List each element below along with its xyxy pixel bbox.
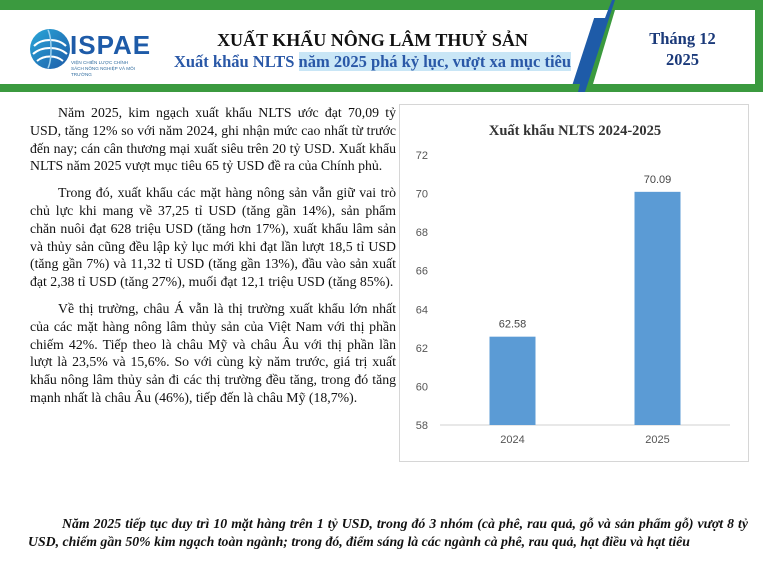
body-text bbox=[30, 104, 396, 416]
report-header bbox=[0, 0, 763, 92]
chart-svg bbox=[400, 105, 750, 463]
y-tick-label: 72 bbox=[415, 150, 428, 162]
x-tick-label: 2024 bbox=[500, 434, 525, 446]
bar-2024 bbox=[490, 337, 536, 425]
export-chart bbox=[399, 104, 749, 462]
page-subtitle bbox=[150, 52, 595, 72]
y-tick-label: 68 bbox=[415, 227, 428, 240]
bar-value-label: 62.58 bbox=[498, 318, 527, 331]
logo-text: ISPAE bbox=[70, 30, 152, 60]
report-month: Tháng 12 bbox=[649, 29, 716, 48]
x-tick-label: 2025 bbox=[645, 434, 670, 446]
logo-subtitle: VIỆN CHIẾN LƯỢC CHÍNH SÁCH NÔNG NGHIỆP VÀ MÔI TRƯỜNG bbox=[71, 60, 135, 77]
bar-2025 bbox=[635, 192, 681, 425]
y-tick-label: 60 bbox=[415, 381, 428, 394]
paragraph-1: Năm 2025, kim ngạch xuất khẩu NLTS ước đạt 70,09 tỷ USD, tăng 12% so với năm 2024, ghi nhận mức cao nhất từ trước đến nay; cán cân thương mại xuất siêu trên 20 tỷ USD. Xuất khẩu NLTS năm 2025 vượt mục tiêu 65 tỷ USD đề ra của Chính phủ. bbox=[30, 105, 396, 174]
y-tick-label: 70 bbox=[415, 188, 428, 201]
y-tick-label: 64 bbox=[415, 304, 428, 317]
report-year: 2025 bbox=[666, 50, 699, 69]
globe-icon bbox=[28, 24, 72, 74]
y-tick-label: 58 bbox=[415, 420, 428, 432]
paragraph-2: Trong đó, xuất khẩu các mặt hàng nông sản vẫn giữ vai trò chủ lực khi mang về 37,25 tỉ USD (tăng gần 14%), sản phẩm chăn nuôi đạt 628 triệu USD (tăng hơn 17%), xuất khẩu lâm sản và thủy sản cũng đều lập kỷ lục mới khi đạt lần lượt 18,5 tỉ USD (tăng gần 7%) và 11,32 tỉ USD (tăng gần 13%), đầu vào sản xuất đạt 2,38 tỉ USD (tăng 27%), muối đạt 12,1 triệu USD (tăng 85%). bbox=[30, 185, 396, 290]
highlight-note: Năm 2025 tiếp tục duy trì 10 mặt hàng trên 1 tỷ USD, trong đó 3 nhóm (cà phê, rau quả, gỗ và sản phẩm gỗ) vượt 8 tỷ USD, chiếm gần 50% kim ngạch toàn ngành; trong đó, điểm sáng là các ngành cà phê, rau quả, hạt điều và hạt tiêu bbox=[28, 516, 748, 549]
bar-value-label: 70.09 bbox=[643, 173, 672, 186]
subtitle-prefix: Xuất khẩu NLTS bbox=[173, 52, 299, 71]
report-date bbox=[620, 28, 745, 70]
page-title: XUẤT KHẨU NÔNG LÂM THUỶ SẢN bbox=[217, 30, 528, 50]
paragraph-3: Về thị trường, châu Á vẫn là thị trường xuất khẩu lớn nhất của các mặt hàng nông lâm thủy sản của Việt Nam với thị phần chiếm 42%. Tiếp theo là châu Mỹ và châu Âu với thị phần lần lượt là 23,5% và 15,6%. So với cùng kỳ năm trước, giá trị xuất khẩu nông lâm thủy sản đi các thị trường đều tăng, trong đó tăng mạnh nhất là châu Âu (46%), tiếp đến là châu Mỹ (18,7%). bbox=[30, 300, 396, 405]
chart-title: Xuất khẩu NLTS 2024-2025 bbox=[488, 123, 662, 139]
y-tick-label: 66 bbox=[415, 265, 428, 278]
y-tick-label: 62 bbox=[415, 342, 428, 355]
subtitle-highlight: năm 2025 phá kỷ lục, vượt xa mục tiêu bbox=[298, 52, 572, 71]
